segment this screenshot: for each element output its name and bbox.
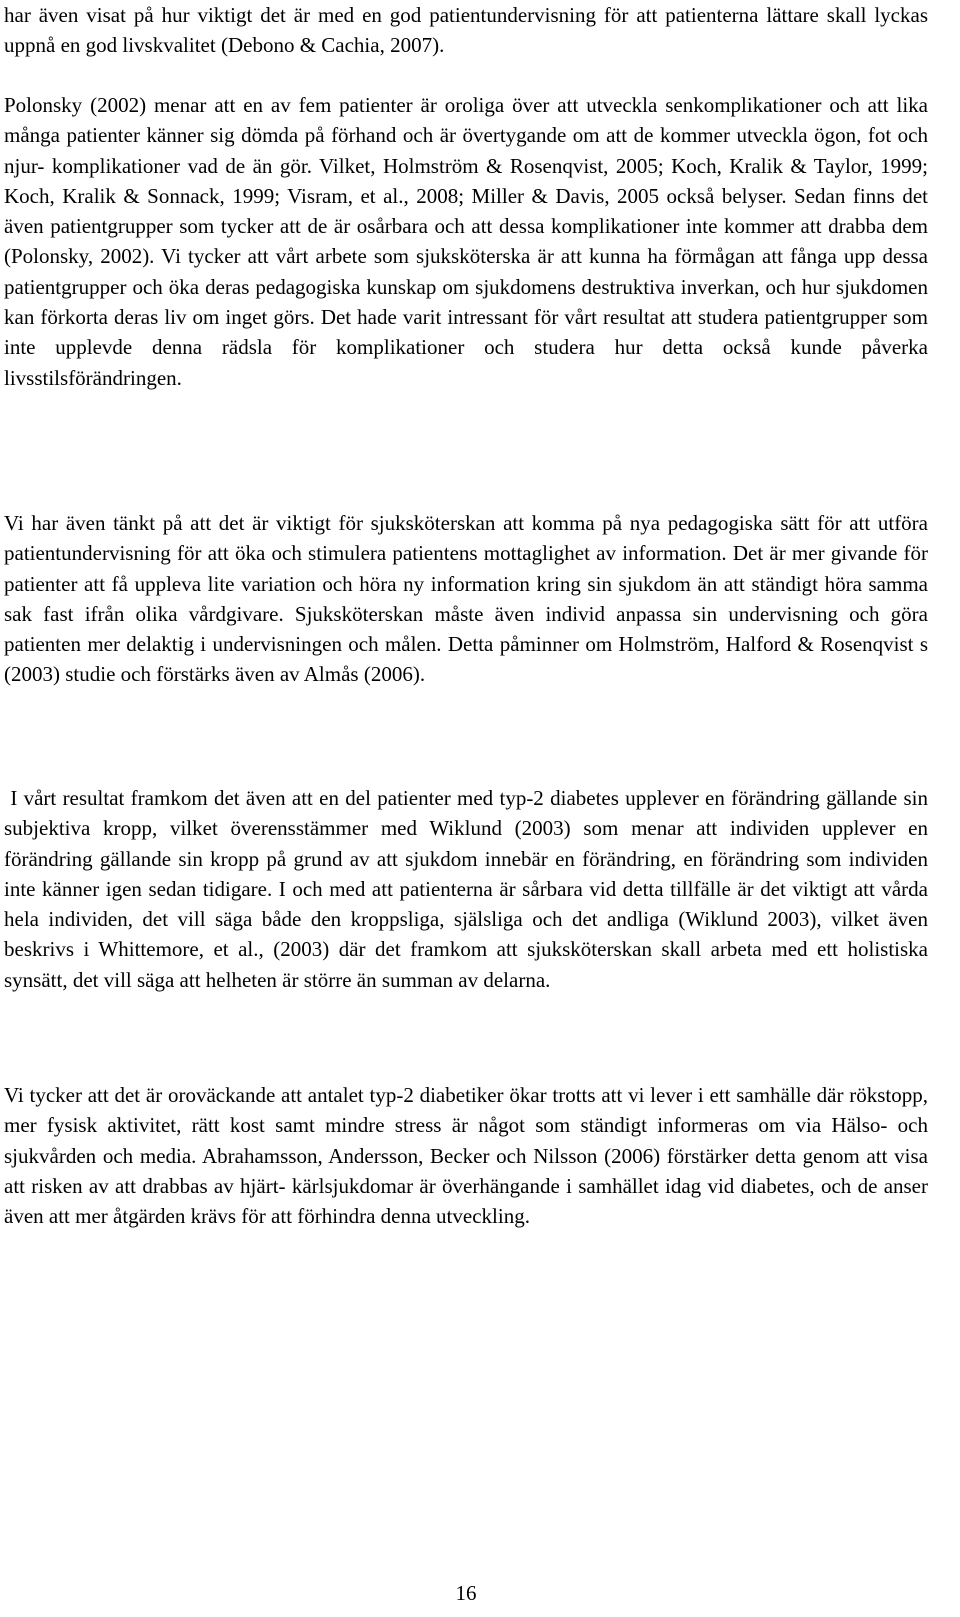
paragraph-diabetes-increase: Vi tycker att det är oroväckande att antalet typ-2 diabetiker ökar trotts att vi lever i ett samhälle där rökstopp, mer fysisk aktivitet, rätt kost samt mindre stress är något som ständigt informeras om via Hälso- och sjukvården och media. Abrahamsson, Andersson, Becker och Nilsson (2006) förstärker detta genom att visa att risken av att drabbas av hjärt- kärlsjukdomar är överhängande i samhället idag vid diabetes, och de anser även att mer åtgärden krävs för att förhindra denna utveckling. xyxy=(4,1083,928,1229)
paragraph-patient-education: har även visat på hur viktigt det är med en god patientundervisning för att patienterna lättare skall lyckas uppnå en god livskvalitet (Debono & Cachia, 2007). xyxy=(4,3,928,58)
page-number: 16 xyxy=(455,1581,477,1605)
paragraph-polonsky-complications: Polonsky (2002) menar att en av fem patienter är oroliga över att utveckla senkomplikationer och att lika många patienter känner sig dömda på förhand och är övertygande om att de kommer utveckla ögon, fot och njur- komplikationer vad de än gör. Vilket, Holmström & Rosenqvist, 2005; Koch, Kralik & Taylor, 1999; Koch, Kralik & Sonnack, 1999; Visram, et al., 2008; Miller & Davis, 2005 också belyser. Sedan finns det även patientgrupper som tycker att de är osårbara och att dessa komplikationer inte kommer att drabba dem (Polonsky, 2002). Vi tycker att vårt arbete som sjuksköterska är att kunna ha förmågan att fånga upp dessa patientgrupper och öka deras pedagogiska kunskap om sjukdomens destruktiva inverkan, och hur sjukdomen kan förkorta deras liv om inget görs. Det hade varit intressant för vårt resultat att studera patientgrupper som inte upplevde denna rädsla för komplikationer och studera hur detta också kunde påverka livsstilsförändringen. xyxy=(4,93,928,390)
paragraph-pedagogical-methods: Vi har även tänkt på att det är viktigt för sjuksköterskan att komma på nya pedagogiska sätt för att utföra patientundervisning för att öka och stimulera patientens mottaglighet av information. Det är mer givande för patienter att få uppleva lite variation och höra ny information kring sin sjukdom än att ständigt höra samma sak fast ifrån olika vårdgivare. Sjuksköterskan måste även individ anpassa sin undervisning och göra patienten mer delaktig i undervisningen och målen. Detta påminner om Holmström, Halford & Rosenqvist s (2003) studie och förstärks även av Almås (2006). xyxy=(4,511,928,687)
paragraph-subjective-body: I vårt resultat framkom det även att en del patienter med typ-2 diabetes upplever en förändring gällande sin subjektiva kropp, vilket överensstämmer med Wiklund (2003) som menar att individen upplever en förändring gällande sin kropp på grund av att sjukdom innebär en förändring, en förändring som individen inte känner igen sedan tidigare. I och med att patienterna är sårbara vid detta tillfälle är det viktigt att vårda hela individen, det vill säga både den kroppsliga, själsliga och det andliga (Wiklund 2003), vilket även beskrivs i Whittemore, et al., (2003) där det framkom att sjuksköterskan skall arbeta med ett holistiska synsätt, det vill säga att helheten är större än summan av delarna. xyxy=(4,786,934,992)
